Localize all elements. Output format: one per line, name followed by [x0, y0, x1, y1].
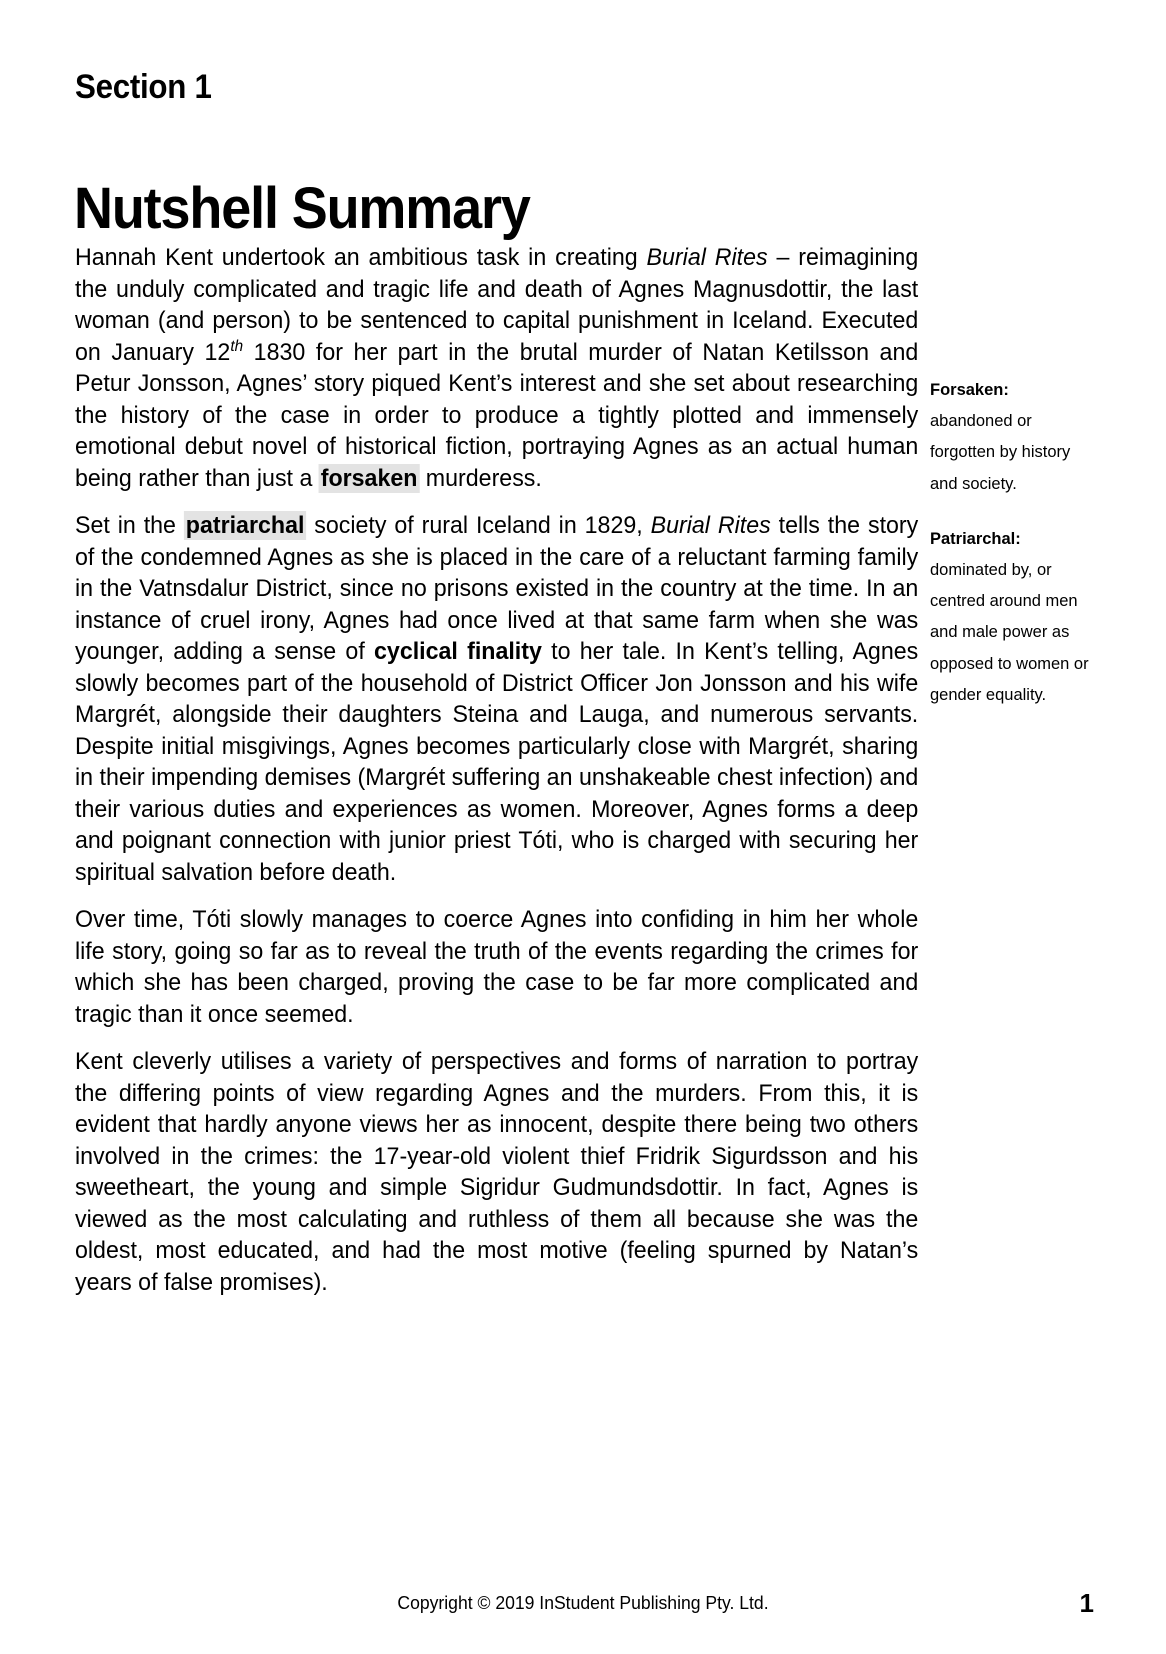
definition-block: [930, 523, 1090, 710]
definitions-sidebar: [930, 374, 1090, 710]
page-title: Nutshell Summary: [74, 175, 530, 241]
p1-text-d: murderess.: [419, 464, 542, 492]
keyword-forsaken: forsaken: [320, 464, 418, 492]
book-title-italic: Burial Rites: [646, 244, 768, 271]
definition-text: dominated by, or centred around men and male power as opposed to women or gender equality.: [930, 560, 1089, 704]
p2-text-d: to her tale. In Kent’s telling, Agnes slowly becomes part of the household of District Officer Jon Jonsson and his wife Margrét, alongside their daughters Steina and Lauga, and numerous servants. Despite initial misgivings, Agnes becomes particularly close with Margrét, sharing in their impending demises (Margrét suffering an unshakeable chest infection) and their various duties and experiences as women. Moreover, Agnes forms a deep and poignant connection with junior priest Tóti, who is charged with securing her spiritual salvation before death.: [75, 638, 919, 886]
p1-text-c: 1830 for her part in the brutal murder of Natan Ketilsson and Petur Jonsson, Agnes’ story piqued Kent’s interest and she set about researching the history of the case in order to produce a tightly plotted and immensely emotional debut novel of historical fiction, portraying Agnes as an actual human being rather than just a: [75, 338, 919, 492]
page-footer: [0, 1588, 1166, 1622]
section-label: Section 1: [75, 68, 212, 106]
definition-term: Patriarchal:: [930, 528, 1021, 548]
definition-block: [930, 374, 1090, 499]
p2-text-b: society of rural Iceland in 1829,: [306, 512, 651, 539]
paragraph-4: Kent cleverly utilises a variety of perspectives and forms of narration to portray the differing points of view regarding Agnes and the murders. From this, it is evident that hardly anyone views her as innocent, despite there being two others involved in the crimes: the 17-year-old violent thief Fridrik Sigurdsson and his sweetheart, the young and simple Sigridur Gudmundsdottir. In fact, Agnes is viewed as the most calculating and ruthless of them all because she was the oldest, most educated, and had the most motive (feeling spurned by Natan’s years of false promises).: [75, 1048, 919, 1296]
paragraph-2: [75, 510, 918, 888]
copyright-notice: Copyright © 2019 InStudent Publishing Pty. Ltd.: [397, 1592, 769, 1613]
paragraph-3: Over time, Tóti slowly manages to coerce Agnes into confiding in him her whole life story, going so far as to reveal the truth of the events regarding the crimes for which she has been charged, proving the case to be far more complicated and tragic than it once seemed.: [75, 906, 919, 1028]
p1-text-a: Hannah Kent undertook an ambitious task in creating: [75, 244, 647, 271]
p2-text-c: tells the story of the condemned Agnes as she is placed in the care of a reluctant farming family in the Vatnsdalur District, since no prisons existed in the country at the time. In an instance of cruel irony, Agnes had once lived at that same farm when she was younger, adding a sense of: [75, 512, 919, 665]
book-title-italic-2: Burial Rites: [650, 512, 771, 539]
p2-text-a: Set in the: [75, 512, 184, 539]
bold-phrase-cyclical-finality: cyclical finality: [374, 638, 542, 665]
p1-text-b: – reimagining the unduly complicated and tragic life and death of Agnes Magnusdottir, the last woman (and person) to be sentenced to capital punishment in Iceland. Executed on January 12: [75, 244, 919, 366]
keyword-patriarchal: patriarchal: [185, 512, 305, 539]
body-column: [75, 242, 918, 1298]
ordinal-suffix: th: [230, 336, 244, 355]
definition-term: Forsaken:: [930, 380, 1009, 399]
definition-text: abandoned or forgotten by history and society.: [930, 411, 1071, 493]
paragraph-1: [75, 242, 918, 494]
page-number: 1: [1079, 1588, 1094, 1618]
